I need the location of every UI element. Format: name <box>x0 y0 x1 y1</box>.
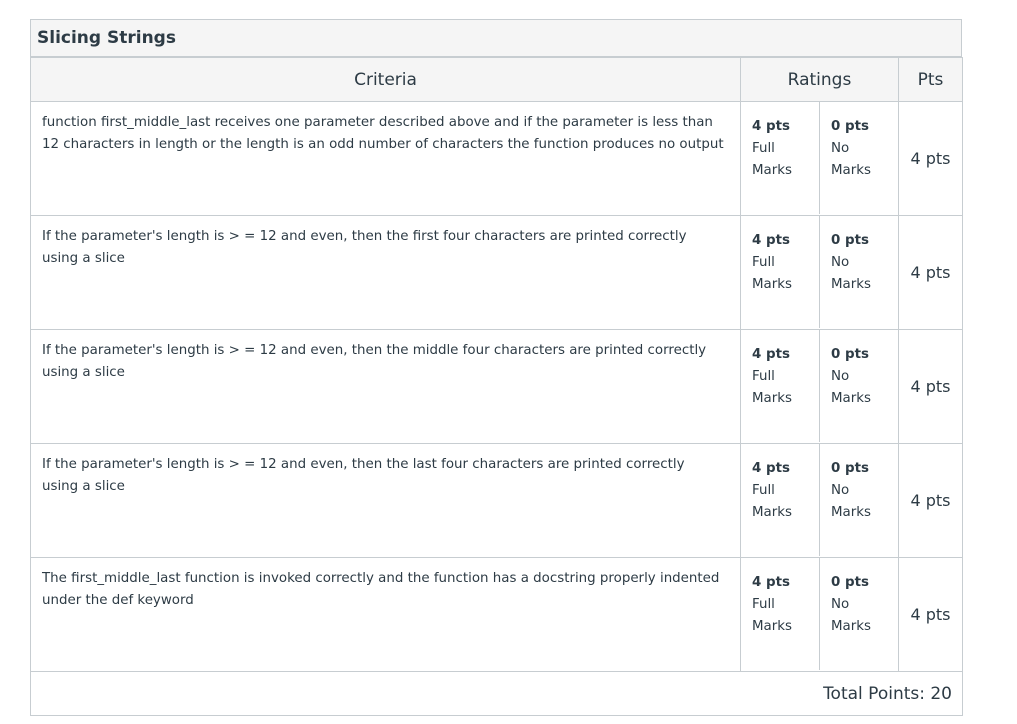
rating-label: No <box>831 369 850 384</box>
rating-label: No <box>831 255 850 270</box>
pts-header: Pts <box>899 58 963 102</box>
rating-points: 4 pts <box>752 347 790 362</box>
rating-no-marks <box>819 216 898 328</box>
rating-label: Marks <box>831 277 871 292</box>
rating-points: 0 pts <box>831 461 869 476</box>
rating-full-marks <box>741 558 819 670</box>
rating-label: Marks <box>752 391 792 406</box>
ratings-cell <box>741 102 899 216</box>
rating-points: 4 pts <box>752 119 790 134</box>
criterion-row <box>31 558 963 672</box>
rating-label: Marks <box>752 277 792 292</box>
rating-label: Marks <box>752 619 792 634</box>
rubric <box>30 19 962 716</box>
rating-no-marks <box>819 558 898 670</box>
rating-label: Marks <box>831 163 871 178</box>
rating-points: 0 pts <box>831 119 869 134</box>
rating-no-marks <box>819 330 898 442</box>
criterion-description: If the parameter's length is > = 12 and even, then the middle four characters are printed correctly using a slice <box>31 330 741 444</box>
ratings-header: Ratings <box>741 58 899 102</box>
criterion-points: 4 pts <box>899 444 963 558</box>
rating-label: No <box>831 141 850 156</box>
rating-points: 4 pts <box>752 461 790 476</box>
criterion-points: 4 pts <box>899 102 963 216</box>
rubric-title: Slicing Strings <box>30 19 962 57</box>
rating-label: Marks <box>752 505 792 520</box>
criterion-description: The first_middle_last function is invoked correctly and the function has a docstring properly indented under the def keyword <box>31 558 741 672</box>
criterion-row <box>31 216 963 330</box>
rating-points: 0 pts <box>831 575 869 590</box>
rating-label: Full <box>752 483 775 498</box>
rating-points: 0 pts <box>831 233 869 248</box>
ratings-cell <box>741 444 899 558</box>
header-row <box>31 58 963 102</box>
total-points: Total Points: 20 <box>31 672 963 716</box>
rating-full-marks <box>741 102 819 214</box>
rating-label: Marks <box>752 163 792 178</box>
criterion-row <box>31 102 963 216</box>
rating-no-marks <box>819 444 898 556</box>
total-row <box>31 672 963 716</box>
rating-full-marks <box>741 444 819 556</box>
criterion-description: function first_middle_last receives one parameter described above and if the parameter is less than 12 characters in length or the length is an odd number of characters the function produces no output <box>31 102 741 216</box>
ratings-cell <box>741 216 899 330</box>
criterion-description: If the parameter's length is > = 12 and even, then the last four characters are printed correctly using a slice <box>31 444 741 558</box>
rubric-table <box>30 57 963 716</box>
criteria-header: Criteria <box>31 58 741 102</box>
rating-label: Full <box>752 255 775 270</box>
rating-full-marks <box>741 330 819 442</box>
criterion-points: 4 pts <box>899 558 963 672</box>
ratings-cell <box>741 330 899 444</box>
rating-points: 0 pts <box>831 347 869 362</box>
rating-label: No <box>831 597 850 612</box>
rating-label: Marks <box>831 619 871 634</box>
rating-label: Marks <box>831 505 871 520</box>
rating-points: 4 pts <box>752 575 790 590</box>
ratings-cell <box>741 558 899 672</box>
rating-label: No <box>831 483 850 498</box>
rating-points: 4 pts <box>752 233 790 248</box>
rating-label: Full <box>752 141 775 156</box>
rating-label: Full <box>752 597 775 612</box>
criterion-description: If the parameter's length is > = 12 and even, then the first four characters are printed correctly using a slice <box>31 216 741 330</box>
criterion-points: 4 pts <box>899 330 963 444</box>
rating-label: Full <box>752 369 775 384</box>
rating-no-marks <box>819 102 898 214</box>
criterion-row <box>31 444 963 558</box>
criterion-points: 4 pts <box>899 216 963 330</box>
rating-full-marks <box>741 216 819 328</box>
criterion-row <box>31 330 963 444</box>
rating-label: Marks <box>831 391 871 406</box>
